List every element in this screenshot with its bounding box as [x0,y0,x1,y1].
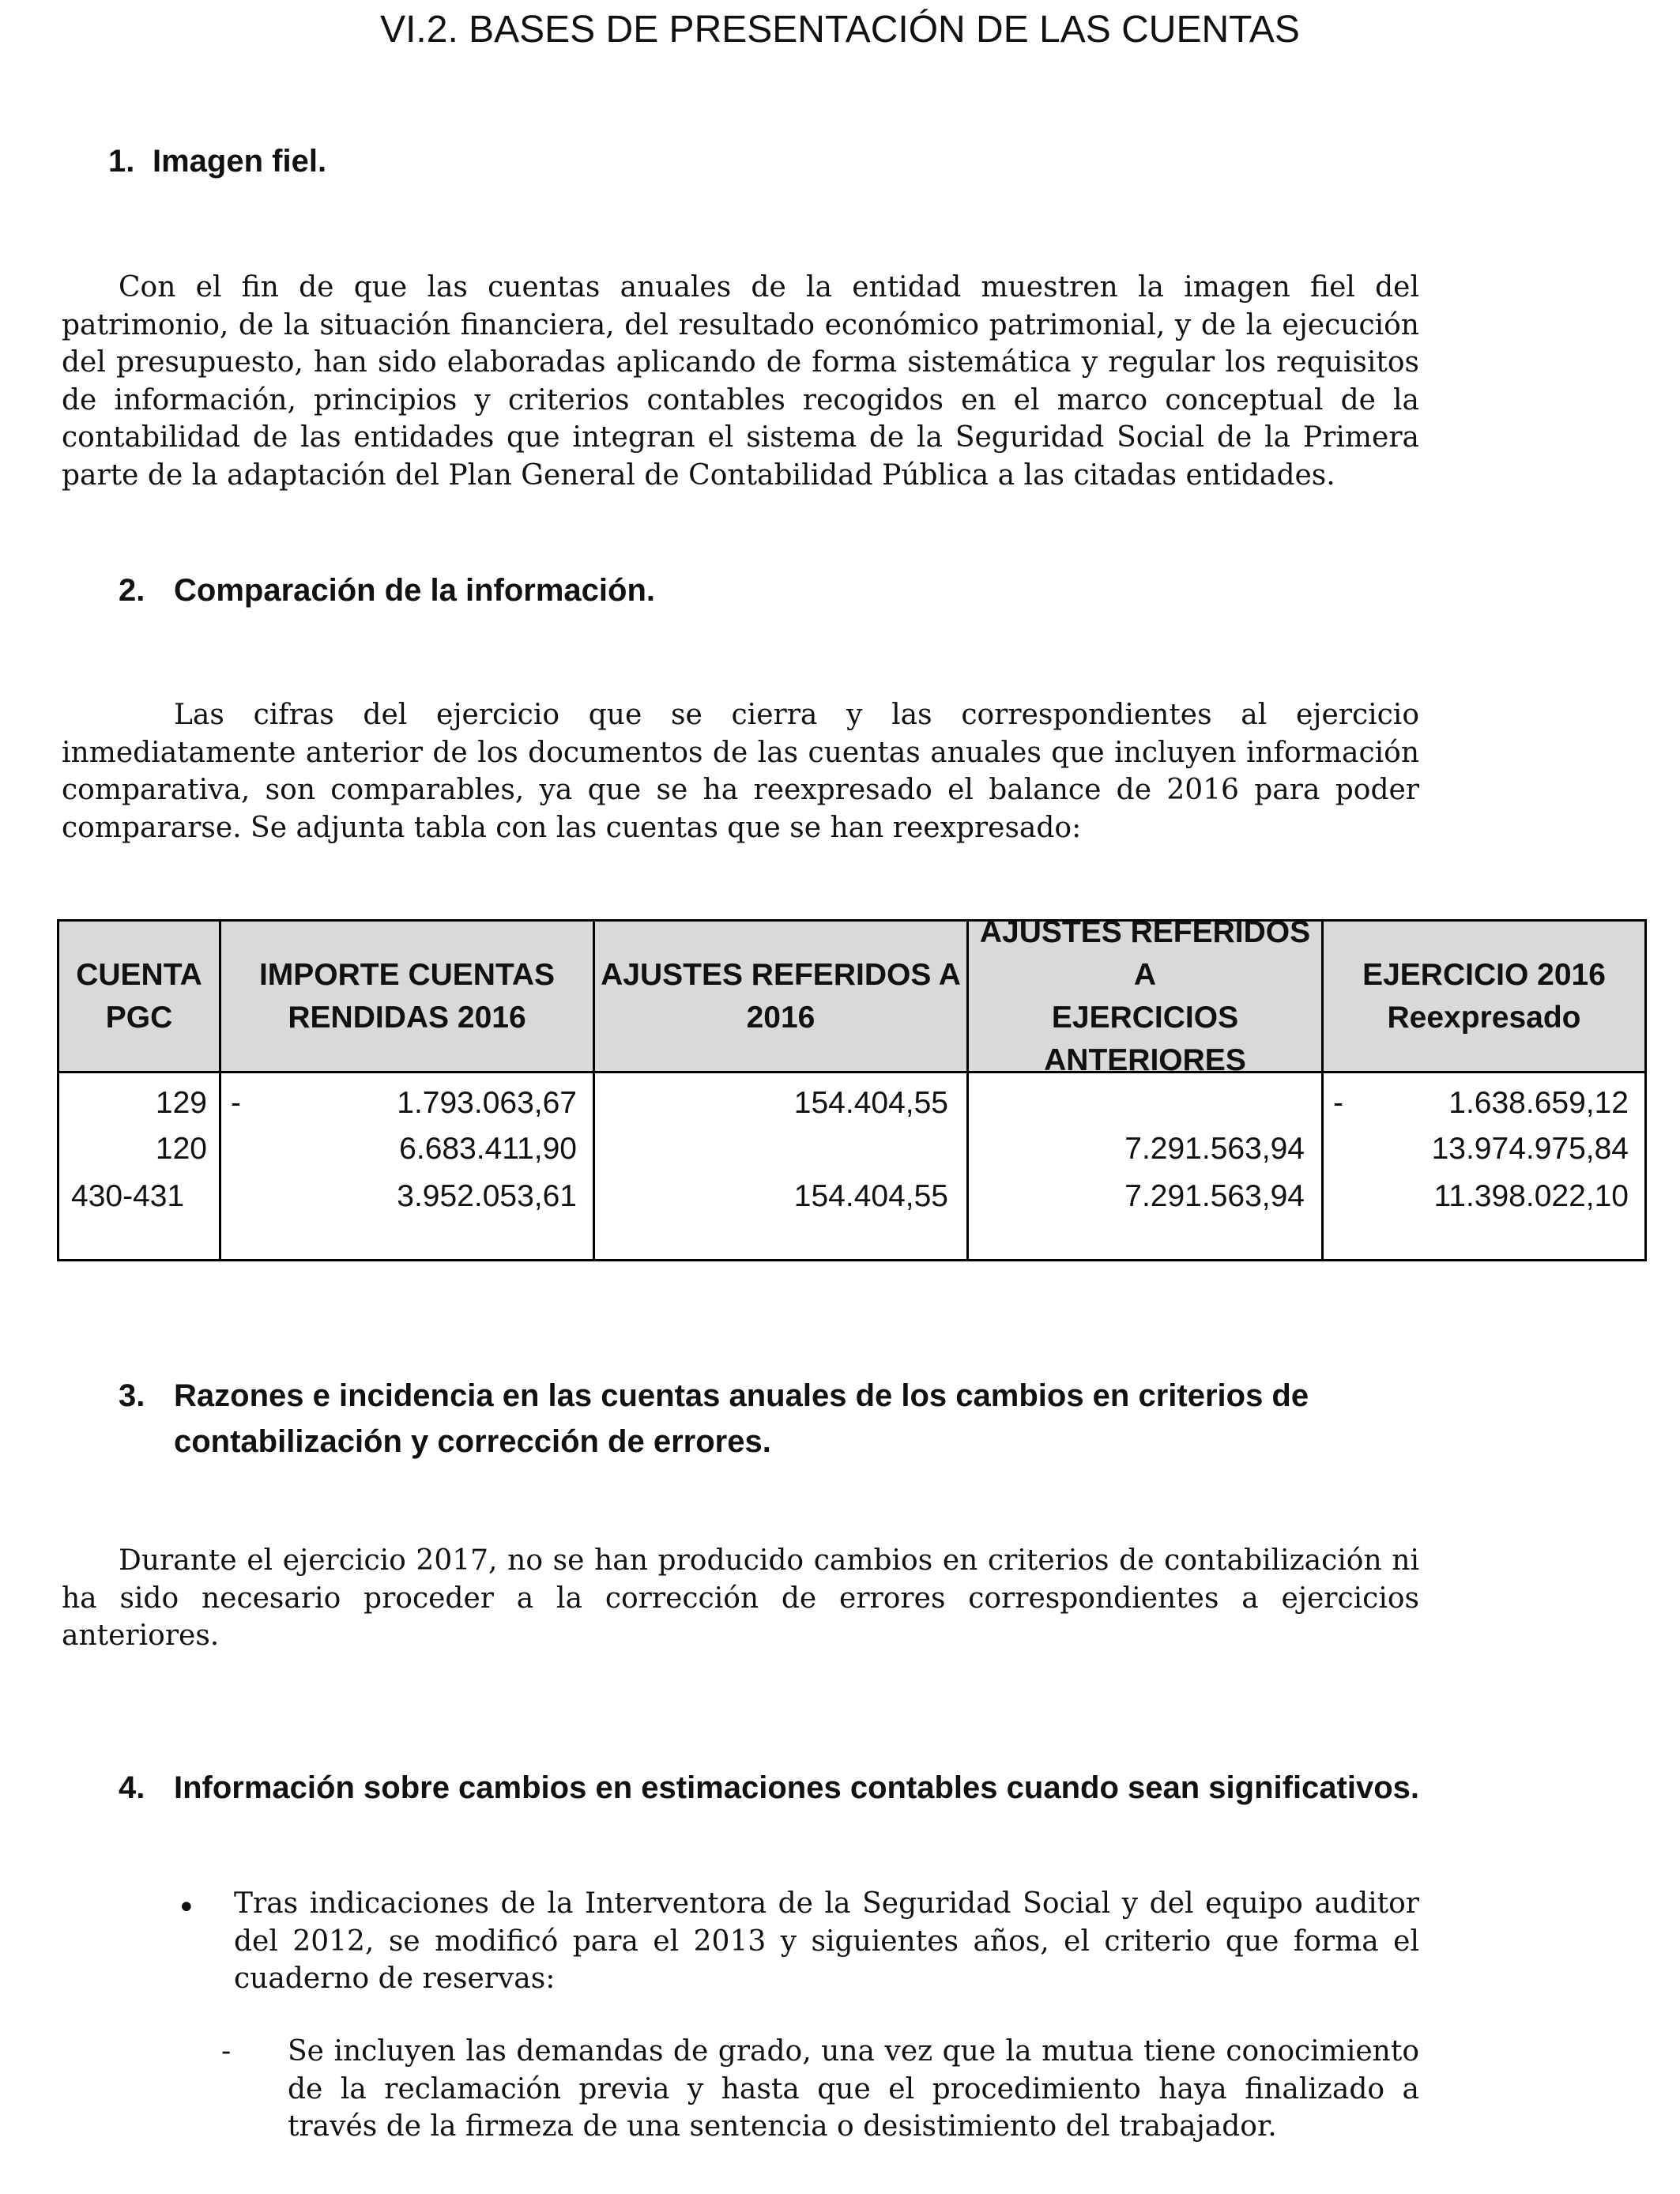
header-cuenta-pgc: CUENTA PGC [76,957,202,1035]
section-heading-4 [119,1765,1419,1811]
section-number: 2. [119,573,145,608]
section-title-line2: contabilización y corrección de errores. [174,1424,771,1459]
section-title: Imagen fiel. [153,144,327,179]
section-heading-3 [119,1373,1309,1465]
section-number: 3. [119,1378,145,1413]
section-number: 1. [108,144,135,179]
section-title: Comparación de la información. [174,573,656,608]
dash-paragraph: Se incluyen las demandas de grado, una vez que la mutua tiene conocimiento de la reclamación previa y hasta que el procedimiento haya finalizado a través de la firmeza de una sentencia o desistimiento del trabajador. [288,2035,1419,2143]
section-title: Información sobre cambios en estimaciones contables cuando sean significativos. [174,1770,1420,1805]
header-importe-cuentas: IMPORTE CUENTAS RENDIDAS 2016 [258,957,556,1035]
section-title: Razones e incidencia en las cuentas anuales de los cambios en criterios de [174,1378,1309,1413]
section-heading-2 [119,567,655,613]
dash-icon: - [221,2035,232,2068]
bullet-icon: • [177,1890,196,1926]
page-title: VI.2. BASES DE PRESENTACIÓN DE LAS CUENTAS [380,9,1300,51]
reexpressed-accounts-table: CUENTA PGC IMPORTE CUENTAS RENDIDAS 2016 AJUSTES REFERIDOS A 2016 AJUSTES REFERIDOS A EJERCICIOS ANTERIORES EJERCICIO 2016 Reexpresado 129 - 1.793.063,67 154.404,55 - 1.638.659,12 120 6.683.411,90 7.291.563,94 13.974.975,84 430-431 3.952.053,61 154.404,55 7.291.563,94 11.398.022,10 [57,919,1647,1261]
section-heading-1 [108,138,326,184]
paragraph-comparacion: Las cifras del ejercicio que se cierra y las correspondientes al ejercicio inmediatamente anterior de los documentos de las cuentas anuales que incluyen información comparativa, son comparables, ya que se ha reexpresado el balance de 2016 para poder compararse. Se adjunta tabla con las cuentas que se han reexpresado: [62,699,1419,844]
header-ajustes-2016: AJUSTES REFERIDOS A 2016 [601,957,961,1035]
header-ajustes-anteriores: AJUSTES REFERIDOS A EJERCICIOS ANTERIORES [979,914,1311,1077]
bullet-paragraph: Tras indicaciones de la Interventora de la Seguridad Social y del equipo auditor del 2012, se modificó para el 2013 y siguientes años, el criterio que forma el cuaderno de reservas: [234,1887,1419,1995]
section-number: 4. [119,1770,145,1805]
paragraph-razones: Durante el ejercicio 2017, no se han producido cambios en criterios de contabilización ni ha sido necesario proceder a la corrección de errores correspondientes a ejercicios anteriores. [62,1544,1419,1652]
header-ejercicio-reexpresado: EJERCICIO 2016 Reexpresado [1362,957,1606,1035]
paragraph-imagen-fiel: Con el fin de que las cuentas anuales de la entidad muestren la imagen fiel del patrimonio, de la situación financiera, del resultado económico patrimonial, y de la ejecución del presupuesto, han sido elaboradas aplicando de forma sistemática y regular los requisitos de información, principios y criterios contables recogidos en el marco conceptual de la contabilidad de las entidades que integran el sistema de la Seguridad Social de la Primera parte de la adaptación del Plan General de Contabilidad Pública a las citadas entidades. [62,271,1419,492]
